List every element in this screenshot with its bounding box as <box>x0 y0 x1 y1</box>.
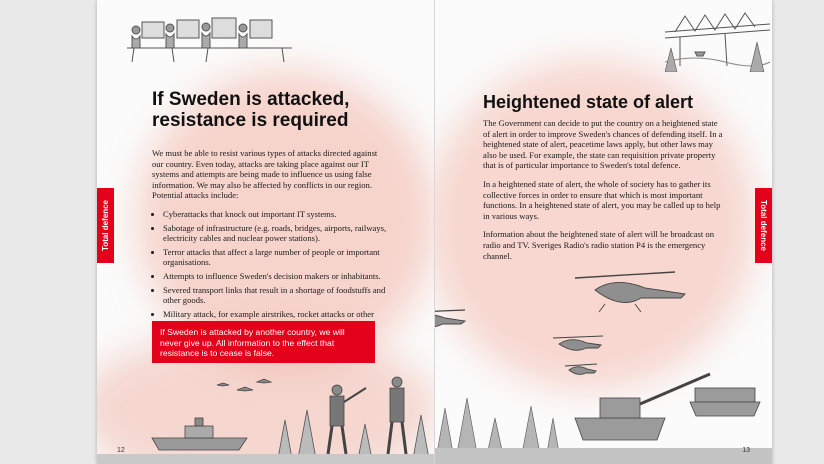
paragraph: Information about the heightened state of alert will be broadcast on radio and TV. Sveriges Radio's radio station P4 is the emergency channel. <box>483 229 714 261</box>
booklet-spread <box>97 0 772 464</box>
helicopters-tanks-illustration <box>435 268 772 464</box>
intro-paragraph: We must be able to resist various types of attacks directed against our country. Even today, attacks are taking place against our IT systems and attempts are being made to influence us using false information. We may also be affected by conflicts in our region. Potential attacks include: <box>152 148 378 201</box>
red-callout-box: If Sweden is attacked by another country, we will never give up. All information to the effect that resistance is to cease is false. <box>152 321 375 363</box>
list-item: • Cyberattacks that knock out important IT systems. <box>163 209 387 220</box>
military-scene-illustration-left <box>97 360 434 464</box>
list-item: • Military attack, for example airstrikes, rocket attacks or other <box>163 309 387 330</box>
section-tab-left <box>97 188 114 263</box>
right-page <box>435 0 772 464</box>
heading-line-1: If Sweden is attacked, <box>152 89 350 110</box>
page-number-left: 12 <box>117 447 125 454</box>
section-tab-right <box>755 188 772 263</box>
attack-list <box>152 209 387 330</box>
heading-line-2: resistance is required <box>152 109 349 131</box>
tab-label: Total defence <box>759 200 768 251</box>
right-body-text <box>483 118 723 269</box>
list-item: • Sabotage of infrastructure (e.g. roads, bridges, airports, railways, electricity cables and nuclear power stations). <box>163 223 387 244</box>
page-title-left <box>152 90 349 132</box>
list-item: • Attempts to influence Sweden's decision makers or inhabitants. <box>163 271 387 282</box>
page-title-right: Heightened state of alert <box>483 92 694 112</box>
paragraph: In a heightened state of alert, the whole of society has to gather its collective forces in order to ensure that which is most important functions. In a heightened state of alert, you may be called up to help in various ways. <box>483 178 721 221</box>
left-body-text <box>152 148 387 333</box>
office-workers-illustration <box>122 8 297 66</box>
list-item: • Terror attacks that affect a large number of people or important organisations. <box>163 247 387 268</box>
left-page <box>97 0 434 464</box>
paragraph: The Government can decide to put the country on a heightened state of alert in order to improve Sweden's chances of defending itself. In a heightened state of alert, peacetime laws apply, but other laws may also be used. For example, the state can requisition private property that is of particular importance to Sweden's total defence. <box>483 118 723 171</box>
bridge-illustration <box>665 4 770 72</box>
list-item: • Severed transport links that result in a shortage of foodstuffs and other goods. <box>163 285 387 306</box>
tab-label: Total defence <box>101 200 110 251</box>
page-number-right: 13 <box>742 447 750 454</box>
